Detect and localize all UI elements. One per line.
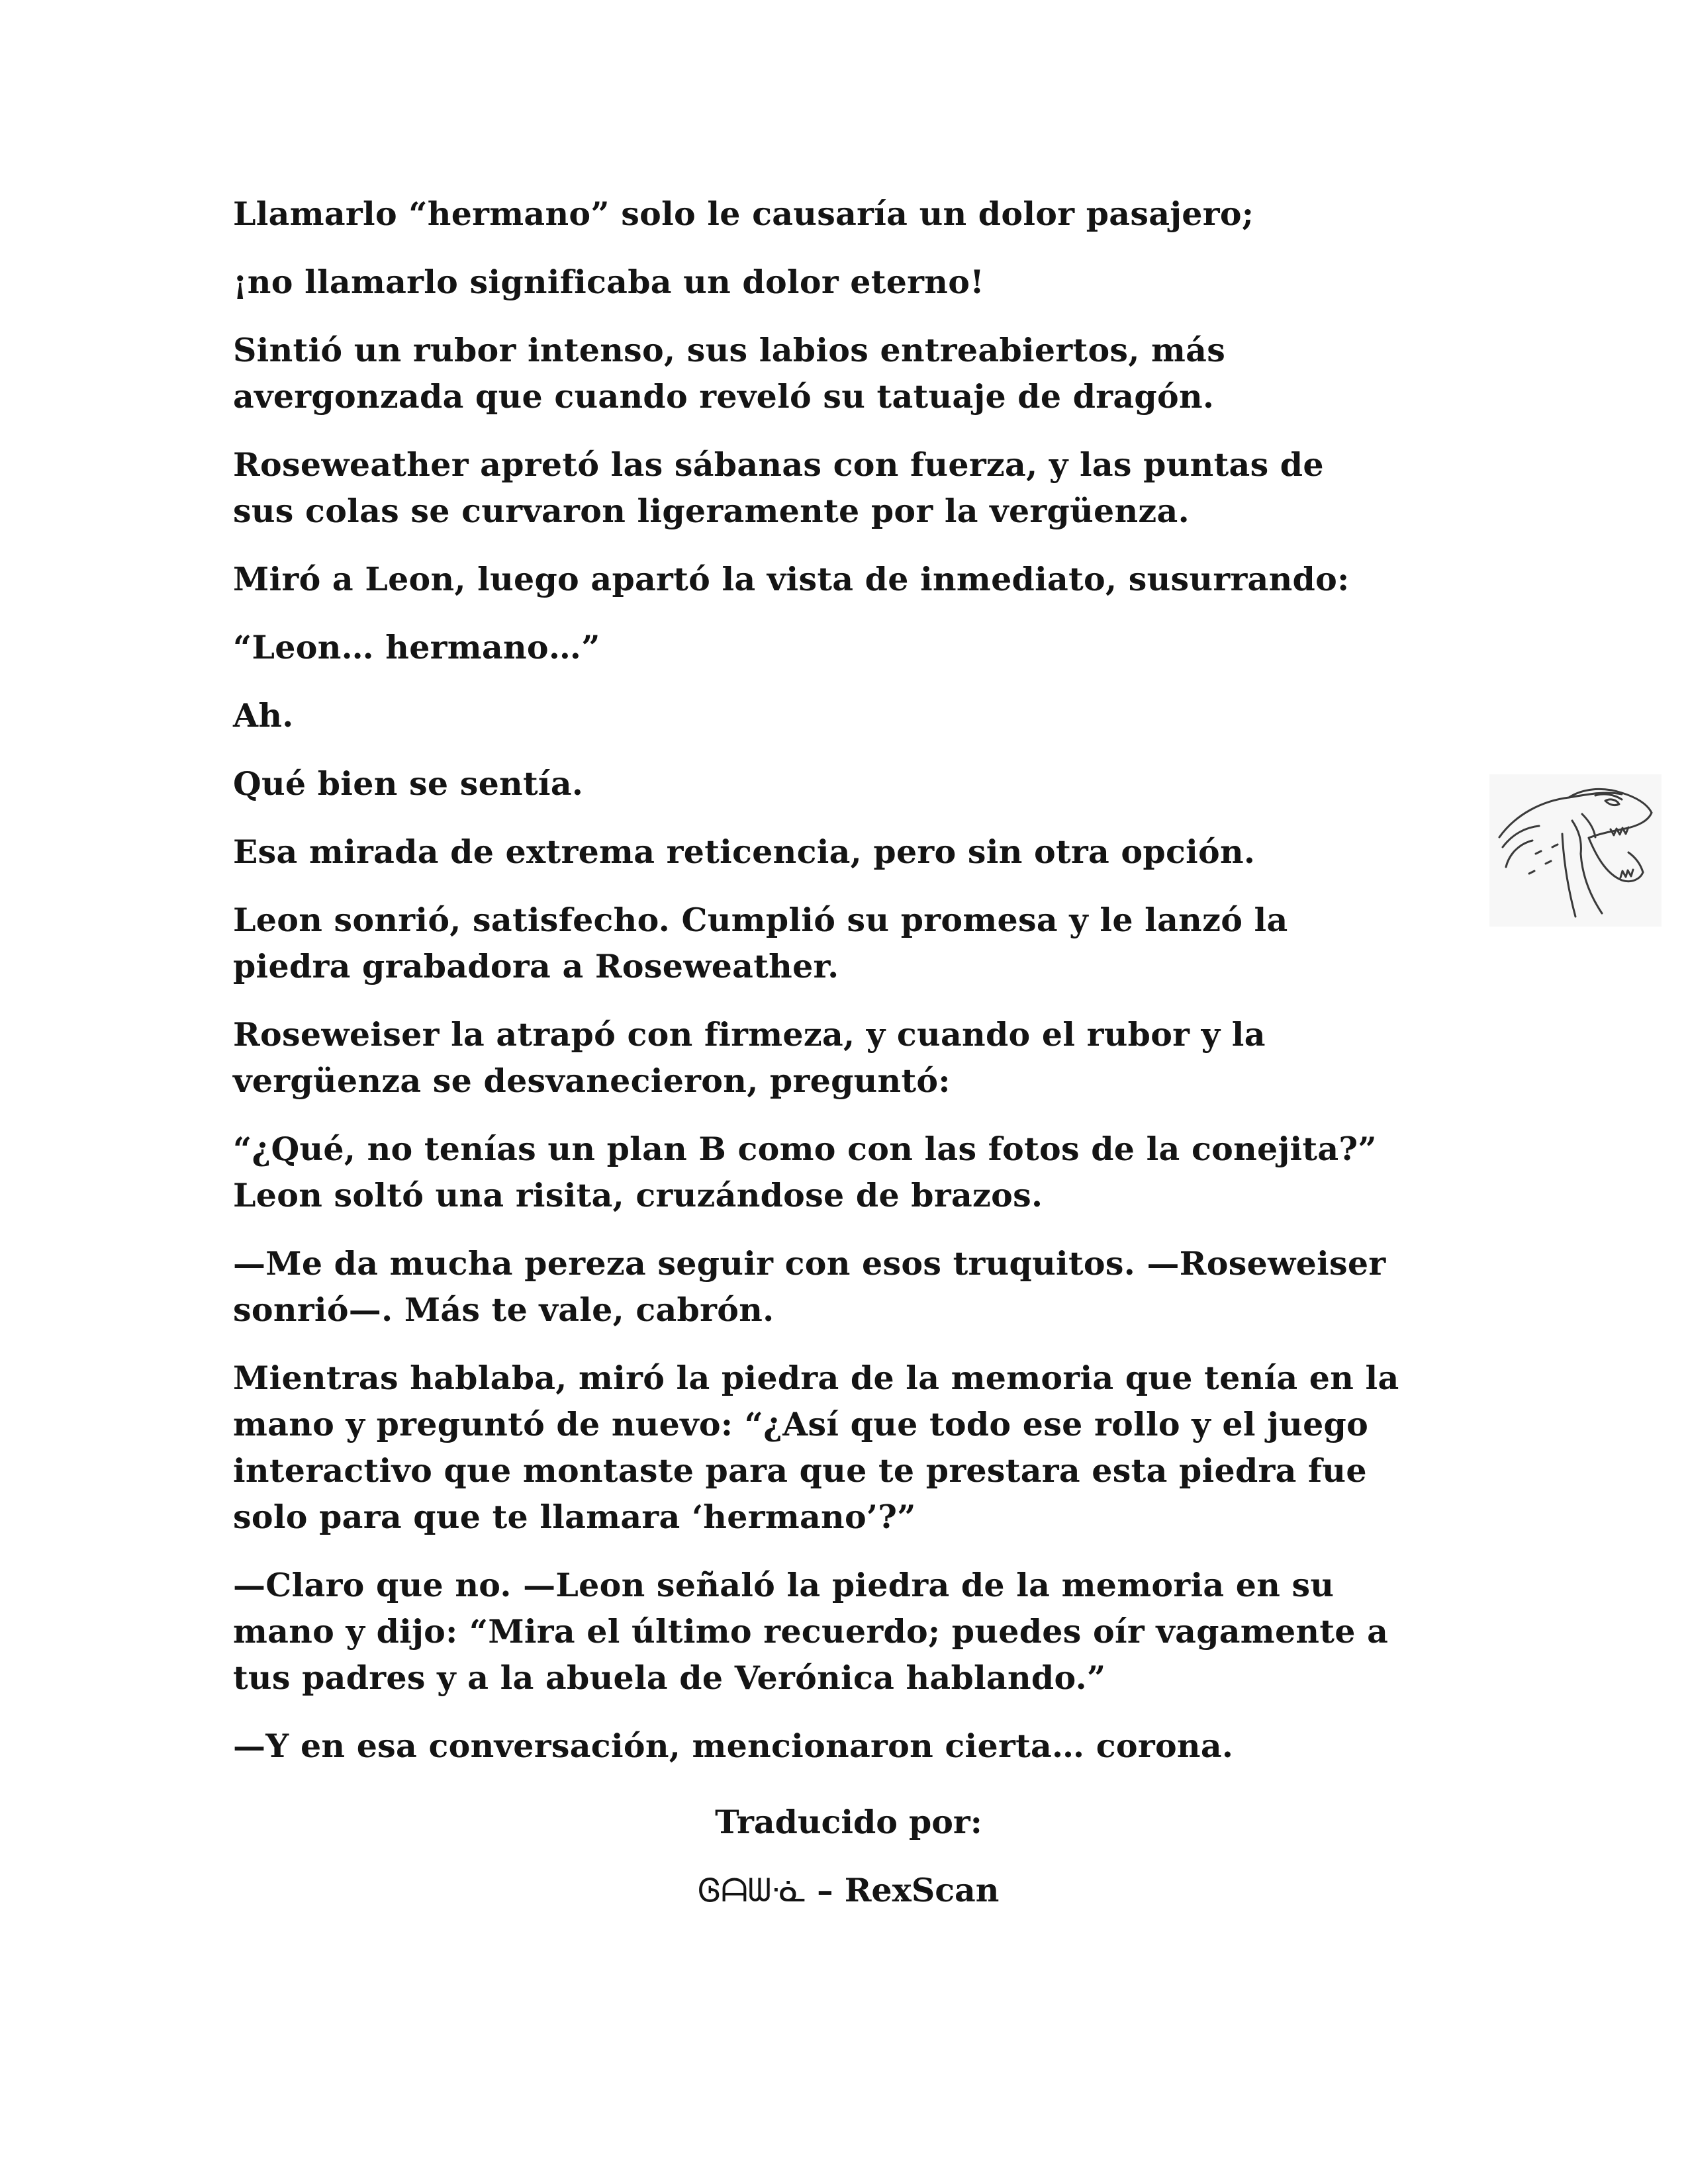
scan-group-name: RexScan [844, 1871, 1000, 1909]
paragraph-16: —Y en esa conversación, mencionaron cierta… corona. [233, 1727, 1234, 1765]
paragraph-15: —Claro que no. —Leon señaló la piedra de la memoria en su mano y dijo: “Mira el último recuerdo; puedes oír vagamente a tus padres y a la abuela de Verónica hablando.” [233, 1566, 1389, 1697]
paragraph-4: Roseweather apretó las sábanas con fuerza, y las puntas de sus colas se curvaron ligeramente por la vergüenza. [233, 445, 1324, 530]
paragraph-3: Sintió un rubor intenso, sus labios entreabiertos, más avergonzada que cuando reveló su tatuaje de dragón. [233, 331, 1226, 416]
paragraph-2: ¡no llamarlo significaba un dolor eterno! [233, 263, 985, 301]
paragraph-11: Roseweiser la atrapó con firmeza, y cuando el rubor y la vergüenza se desvanecieron, preguntó: [233, 1015, 1266, 1100]
paragraph-1: Llamarlo “hermano” solo le causaría un dolor pasajero; [233, 195, 1254, 233]
paragraph-12: “¿Qué, no tenías un plan B como con las fotos de la conejita?” Leon soltó una risita, cruzándose de brazos. [233, 1130, 1377, 1214]
paragraph-8: Qué bien se sentía. [233, 764, 584, 803]
paragraph-7: Ah. [233, 696, 294, 735]
translator-name: Ꮆᗩᗯᓍ [698, 1872, 806, 1909]
paragraph-10: Leon sonrió, satisfecho. Cumplió su promesa y le lanzó la piedra grabadora a Roseweather. [233, 901, 1288, 985]
document-body [233, 191, 1464, 1791]
translation-credits [233, 1799, 1464, 1936]
t-rex-head-sketch-icon [1489, 774, 1662, 927]
credits-separator: – [806, 1871, 845, 1909]
paragraph-6: “Leon… hermano…” [233, 628, 600, 666]
paragraph-13: —Me da mucha pereza seguir con esos truquitos. —Roseweiser sonrió—. Más te vale, cabrón. [233, 1244, 1386, 1329]
paragraph-14: Mientras hablaba, miró la piedra de la memoria que tenía en la mano y preguntó de nuevo: “¿Así que todo ese rollo y el juego interactivo que montaste para que te prestara esta piedra fue solo para que te llamara ‘hermano’?” [233, 1359, 1399, 1536]
paragraph-9: Esa mirada de extrema reticencia, pero sin otra opción. [233, 833, 1256, 871]
paragraph-5: Miró a Leon, luego apartó la vista de inmediato, susurrando: [233, 560, 1350, 598]
credits-label: Traducido por: [715, 1803, 982, 1841]
credits-line [233, 1867, 1464, 1914]
